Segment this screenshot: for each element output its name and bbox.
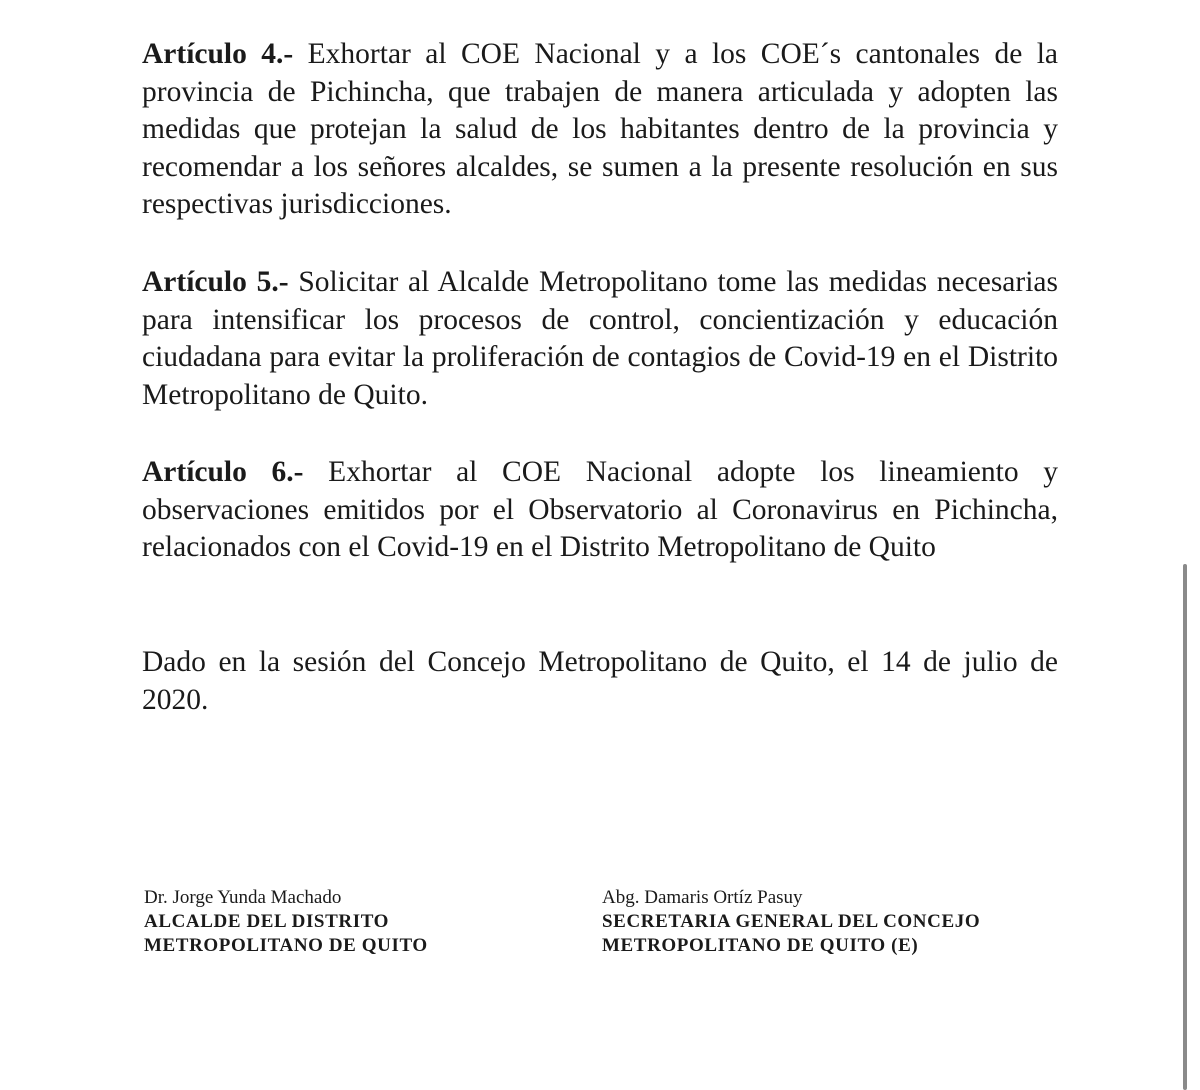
article-6-text: Exhortar al COE Nacional adopte los lineamiento y observaciones emitidos por el Observatorio al Coronavirus en Pichincha, relacionados con el Covid-19 en el Distrito Metropolitano de Quito bbox=[142, 456, 1059, 563]
article-5 bbox=[142, 264, 1058, 414]
article-4 bbox=[142, 36, 1058, 224]
signer-title-secretary-line1: SECRETARIA GENERAL DEL CONCEJO bbox=[602, 911, 981, 932]
signer-title-mayor-line2: METROPOLITANO DE QUITO bbox=[144, 935, 428, 956]
signature-block-secretary bbox=[602, 886, 1062, 958]
closing-statement: Dado en la sesión del Concejo Metropolitano de Quito, el 14 de julio de 2020. bbox=[142, 646, 1058, 716]
signer-title-secretary-line2: METROPOLITANO DE QUITO (E) bbox=[602, 935, 919, 956]
signer-name-secretary: Abg. Damaris Ortíz Pasuy bbox=[602, 887, 803, 908]
article-6-label: Artículo 6.- bbox=[142, 456, 304, 488]
article-5-text: Solicitar al Alcalde Metropolitano tome las medidas necesarias para intensificar los procesos de control, concientización y educación ciudadana para evitar la proliferación de contagios de Covid-19 en el Distrito Metropolitano de Quito. bbox=[142, 266, 1058, 411]
signer-name-mayor: Dr. Jorge Yunda Machado bbox=[144, 887, 342, 908]
vertical-scrollbar-thumb[interactable] bbox=[1183, 564, 1187, 1090]
article-4-label: Artículo 4.- bbox=[142, 38, 294, 70]
signer-title-mayor-line1: ALCALDE DEL DISTRITO bbox=[144, 911, 390, 932]
article-4-text: Exhortar al COE Nacional y a los COE´s cantonales de la provincia de Pichincha, que trabajen de manera articulada y adopten las medidas que protejan la salud de los habitantes dentro de la provincia y recomendar a los señores alcaldes, se sumen a la presente resolución en sus respectivas jurisdicciones. bbox=[142, 38, 1058, 220]
signature-block-mayor bbox=[144, 886, 524, 958]
article-5-label: Artículo 5.- bbox=[142, 266, 289, 298]
article-6 bbox=[142, 454, 1058, 567]
